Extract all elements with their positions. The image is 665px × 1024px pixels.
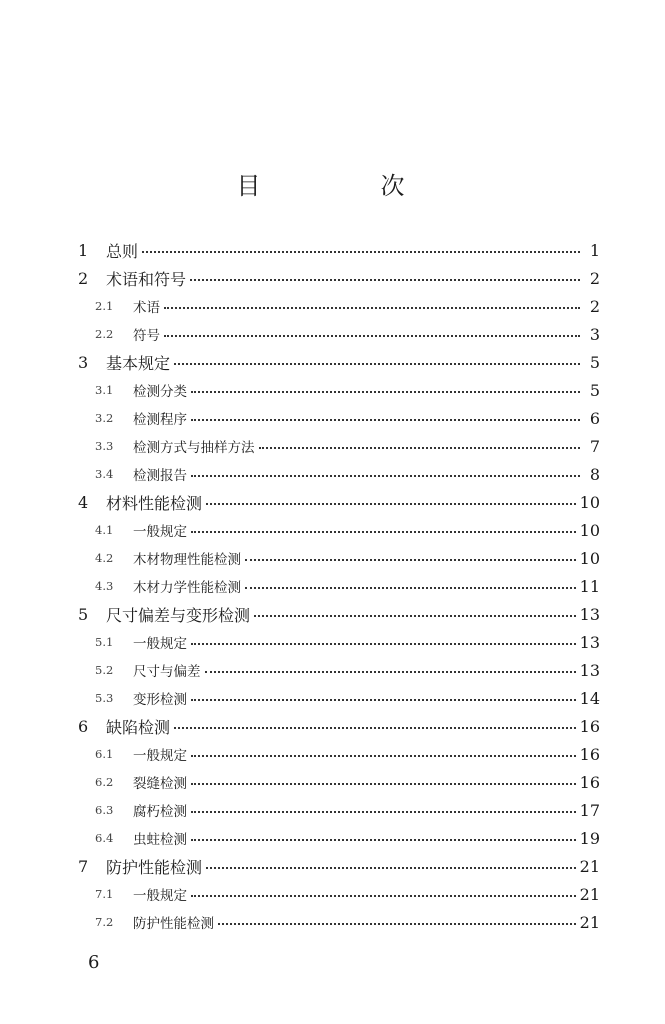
toc-entry-number: 3.4 (95, 467, 114, 481)
toc-entry-title: 尺寸偏差与变形检测 (106, 605, 251, 625)
toc-entry (78, 264, 600, 292)
toc-entry-number: 2.1 (95, 299, 114, 313)
toc-entry (78, 796, 600, 824)
dot-leader (164, 335, 580, 337)
toc-entry (78, 740, 600, 768)
dot-leader (191, 895, 576, 897)
toc-entry (78, 488, 600, 516)
toc-entry-page: 1 (589, 240, 600, 260)
toc-entry-page: 5 (589, 380, 600, 400)
dot-leader (191, 811, 576, 813)
toc-entry (78, 376, 600, 404)
dot-leader (191, 475, 580, 477)
toc-entry-title: 术语 (133, 300, 160, 316)
dot-leader (191, 839, 576, 841)
toc-entry-page: 13 (579, 632, 600, 652)
toc-entry-number: 5.3 (95, 691, 114, 705)
toc-entry-number: 4.2 (95, 551, 114, 565)
toc-entry-number: 4.3 (95, 579, 114, 593)
toc-entry (78, 712, 600, 740)
toc-entry-title: 一般规定 (133, 524, 187, 540)
dot-leader (259, 447, 581, 449)
toc-entry-number: 3 (78, 352, 89, 372)
dot-leader (190, 279, 580, 281)
toc-entry-title: 一般规定 (133, 636, 187, 652)
toc-entry-number: 6 (78, 716, 89, 736)
dot-leader (191, 419, 580, 421)
toc-entry-page: 5 (589, 352, 600, 372)
dot-leader (245, 559, 576, 561)
toc-entry-number: 3.3 (95, 439, 114, 453)
toc-entry (78, 516, 600, 544)
toc-entry (78, 656, 600, 684)
toc-entry-title: 检测方式与抽样方法 (133, 440, 255, 456)
dot-leader (245, 587, 576, 589)
dot-leader (218, 923, 576, 925)
toc-entry (78, 824, 600, 852)
toc-entry-number: 5.1 (95, 635, 114, 649)
dot-leader (191, 531, 576, 533)
toc-entry-title: 虫蛀检测 (133, 832, 187, 848)
toc-entry-number: 1 (78, 240, 89, 260)
toc-entry-page: 2 (589, 268, 600, 288)
toc-entry-page: 10 (579, 492, 600, 512)
toc-entry-title: 基本规定 (106, 353, 171, 373)
toc-entry-title: 术语和符号 (106, 269, 187, 289)
toc-entry-page: 3 (589, 324, 600, 344)
toc-entry-page: 2 (589, 296, 600, 316)
toc-entry-title: 检测程序 (133, 412, 187, 428)
toc-entry-number: 6.3 (95, 803, 114, 817)
toc-entry (78, 404, 600, 432)
dot-leader (206, 503, 576, 505)
toc-entry-page: 13 (579, 604, 600, 624)
toc-entry (78, 460, 600, 488)
toc-entry-page: 10 (579, 520, 600, 540)
toc-entry-page: 7 (589, 436, 600, 456)
toc-entry-number: 5 (78, 604, 89, 624)
toc-entry-page: 6 (589, 408, 600, 428)
toc-entry-page: 19 (579, 828, 600, 848)
toc-entry-number: 7.2 (95, 915, 114, 929)
toc-entry-title: 符号 (133, 328, 160, 344)
toc-entry-number: 3.2 (95, 411, 114, 425)
toc-entry (78, 908, 600, 936)
dot-leader (205, 671, 576, 673)
toc-entry-page: 14 (579, 688, 600, 708)
toc-entry-page: 16 (579, 716, 600, 736)
toc-entry-number: 2.2 (95, 327, 114, 341)
dot-leader (191, 783, 576, 785)
toc-entry-number: 2 (78, 268, 89, 288)
toc-entry-page: 17 (579, 800, 600, 820)
toc-entry-page: 21 (579, 912, 600, 932)
table-of-contents (78, 236, 600, 936)
toc-entry-number: 5.2 (95, 663, 114, 677)
toc-entry-title: 裂缝检测 (133, 776, 187, 792)
dot-leader (191, 755, 576, 757)
dot-leader (254, 615, 576, 617)
toc-entry-title: 检测分类 (133, 384, 187, 400)
toc-entry-page: 13 (579, 660, 600, 680)
toc-entry-page: 21 (579, 884, 600, 904)
toc-entry (78, 600, 600, 628)
toc-entry-title: 检测报告 (133, 468, 187, 484)
dot-leader (191, 699, 576, 701)
toc-entry-title: 变形检测 (133, 692, 187, 708)
toc-entry (78, 852, 600, 880)
toc-entry-title: 防护性能检测 (106, 857, 203, 877)
toc-entry (78, 236, 600, 264)
toc-entry (78, 292, 600, 320)
toc-entry (78, 320, 600, 348)
toc-entry-title: 一般规定 (133, 748, 187, 764)
dot-leader (164, 307, 580, 309)
toc-entry-page: 16 (579, 744, 600, 764)
toc-entry-title: 一般规定 (133, 888, 187, 904)
toc-entry-title: 总则 (106, 241, 139, 261)
toc-entry-title: 尺寸与偏差 (133, 664, 201, 680)
toc-entry-title: 木材力学性能检测 (133, 580, 241, 596)
toc-entry-title: 防护性能检测 (133, 916, 214, 932)
toc-entry-page: 21 (579, 856, 600, 876)
page-number: 6 (88, 952, 100, 973)
dot-leader (206, 867, 576, 869)
toc-entry-number: 7 (78, 856, 89, 876)
toc-entry-page: 11 (579, 576, 600, 596)
toc-entry-title: 木材物理性能检测 (133, 552, 241, 568)
dot-leader (191, 643, 576, 645)
toc-entry-title: 缺陷检测 (106, 717, 171, 737)
toc-entry-number: 6.1 (95, 747, 114, 761)
toc-entry (78, 628, 600, 656)
dot-leader (142, 251, 580, 253)
toc-entry (78, 880, 600, 908)
toc-entry-number: 4 (78, 492, 89, 512)
dot-leader (174, 363, 580, 365)
toc-entry-number: 3.1 (95, 383, 114, 397)
toc-entry (78, 348, 600, 376)
toc-entry-number: 6.2 (95, 775, 114, 789)
toc-entry-page: 10 (579, 548, 600, 568)
toc-entry-title: 材料性能检测 (106, 493, 203, 513)
toc-entry (78, 544, 600, 572)
toc-entry-number: 7.1 (95, 887, 114, 901)
toc-entry (78, 572, 600, 600)
toc-entry-number: 6.4 (95, 831, 114, 845)
toc-entry (78, 768, 600, 796)
page-title: 目 次 (236, 172, 453, 200)
toc-entry-number: 4.1 (95, 523, 114, 537)
toc-entry-page: 8 (589, 464, 600, 484)
dot-leader (191, 391, 580, 393)
toc-entry-page: 16 (579, 772, 600, 792)
toc-entry-title: 腐朽检测 (133, 804, 187, 820)
toc-entry (78, 432, 600, 460)
toc-entry (78, 684, 600, 712)
dot-leader (174, 727, 576, 729)
